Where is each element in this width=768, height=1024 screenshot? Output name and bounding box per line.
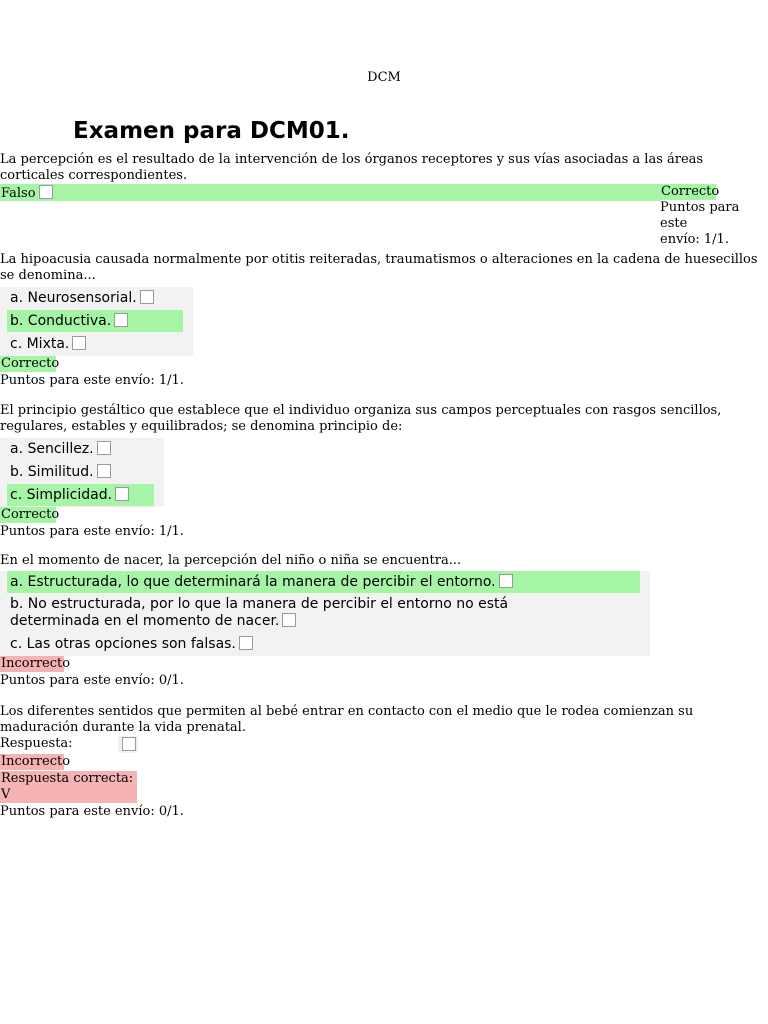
option-b[interactable]	[7, 594, 640, 632]
option-b[interactable]	[7, 461, 154, 483]
points-line: Puntos para este envío: 1/1.	[0, 373, 184, 388]
option-label: a. Sencillez.	[10, 441, 94, 457]
status-badge: Incorrecto	[1, 656, 71, 671]
question-5-answer-row	[0, 736, 766, 754]
option-label: c. Mixta.	[10, 336, 70, 352]
option-label: b. Conductiva.	[10, 313, 112, 329]
answer-label: Respuesta:	[0, 736, 73, 751]
option-c[interactable]	[7, 484, 154, 506]
option-label: b. Similitud.	[10, 464, 94, 480]
answer-cell	[118, 736, 138, 753]
question-1	[0, 152, 766, 247]
option-c[interactable]	[7, 333, 183, 355]
status-badge: Correcto	[661, 184, 720, 199]
course-header: DCM	[367, 70, 401, 85]
status-badge: Incorrecto	[1, 754, 71, 769]
option-a[interactable]	[7, 571, 640, 593]
question-3-options	[0, 438, 164, 507]
option-b[interactable]	[7, 310, 183, 332]
status-badge: Correcto	[1, 356, 60, 371]
correct-answer-badge: Respuesta correcta: V	[0, 771, 137, 803]
answer-checkbox[interactable]	[122, 737, 136, 751]
option-a[interactable]	[7, 287, 183, 309]
answer-label: Falso	[1, 186, 36, 201]
option-label: a. Estructurada, lo que determinará la manera de percibir el entorno.	[10, 574, 496, 590]
option-checkbox[interactable]	[115, 487, 129, 501]
points-line: Puntos para este envío: 0/1.	[0, 804, 184, 819]
question-2	[0, 252, 766, 389]
status-badge: Correcto	[1, 507, 60, 522]
option-label: b. No estructurada, por lo que la manera de percibir el entorno no está	[10, 596, 509, 612]
question-3-text: El principio gestáltico que establece que el individuo organiza sus campos perceptuales con rasgos sencillos, regulares, estables y equilibrados; se denomina principio de:	[0, 403, 722, 434]
option-label: c. Las otras opciones son falsas.	[10, 636, 236, 652]
option-a[interactable]	[7, 438, 154, 460]
option-label: determinada en el momento de nacer.	[10, 613, 280, 629]
option-checkbox[interactable]	[140, 290, 154, 304]
option-checkbox[interactable]	[499, 574, 513, 588]
question-1-answer-row	[0, 184, 766, 247]
points-line: envío: 1/1.	[660, 232, 729, 247]
option-checkbox[interactable]	[114, 313, 128, 327]
option-checkbox[interactable]	[97, 441, 111, 455]
answer-highlight	[0, 184, 660, 201]
option-checkbox[interactable]	[72, 336, 86, 350]
question-2-options	[0, 287, 193, 356]
option-label: c. Simplicidad.	[10, 487, 113, 503]
answer-checkbox[interactable]	[39, 185, 53, 199]
points-line: Puntos para este envío: 1/1.	[0, 524, 184, 539]
question-5-text: Los diferentes sentidos que permiten al bebé entrar en contacto con el medio que le rodea comienzan su maduración durante la vida prenatal.	[0, 704, 694, 735]
option-checkbox[interactable]	[97, 464, 111, 478]
option-label: a. Neurosensorial.	[10, 290, 137, 306]
question-3	[0, 403, 766, 540]
points-line: Puntos para este envío: 0/1.	[0, 673, 184, 688]
question-5	[0, 704, 766, 820]
question-2-text: La hipoacusia causada normalmente por otitis reiteradas, traumatismos o alteraciones en la cadena de huesecillos se denomina...	[0, 252, 758, 283]
question-4-text: En el momento de nacer, la percepción del niño o niña se encuentra...	[0, 553, 462, 568]
question-1-feedback	[660, 184, 768, 248]
question-4-options	[0, 571, 650, 656]
question-1-text: La percepción es el resultado de la intervención de los órganos receptores y sus vías asociadas a las áreas corticales correspondientes.	[0, 152, 704, 183]
option-c[interactable]	[7, 633, 640, 655]
option-checkbox[interactable]	[239, 636, 253, 650]
points-line: Puntos para este	[660, 200, 740, 231]
question-4	[0, 553, 766, 689]
exam-title: Examen para DCM01.	[73, 118, 350, 144]
question-1-answer	[1, 185, 53, 202]
option-checkbox[interactable]	[282, 613, 296, 627]
